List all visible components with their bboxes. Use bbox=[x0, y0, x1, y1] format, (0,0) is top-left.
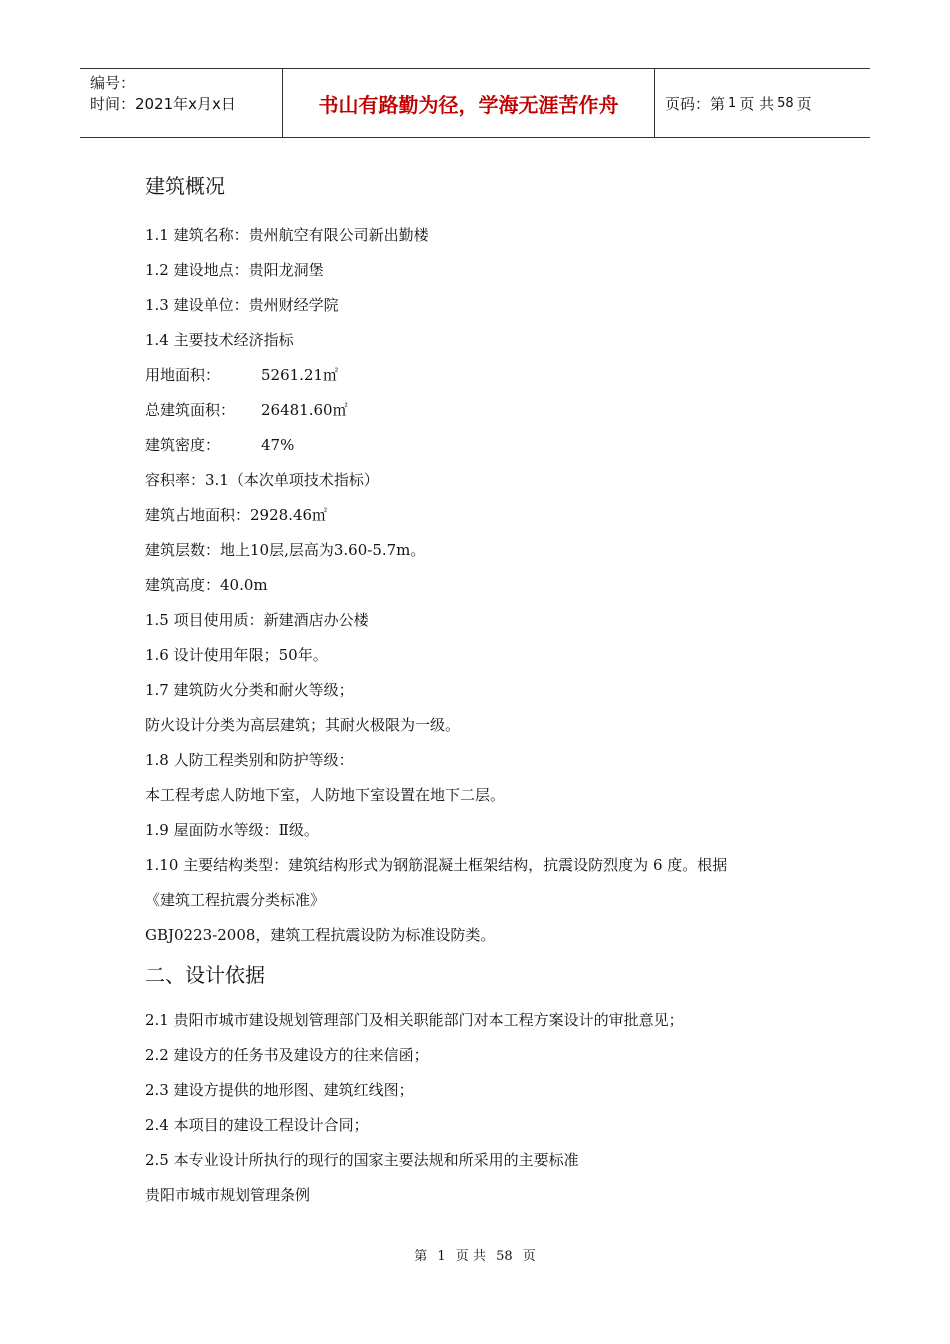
document-body bbox=[145, 168, 865, 1213]
paragraph: 1.9 屋面防水等级：Ⅱ级。 bbox=[145, 821, 319, 839]
footer-suffix: 页 bbox=[522, 1249, 536, 1264]
paragraph: GBJ0223-2008，建筑工程抗震设防为标准设防类。 bbox=[145, 926, 496, 944]
page-suffix: 页 bbox=[796, 94, 812, 113]
paragraph: 2.4 本项目的建设工程设计合同； bbox=[145, 1116, 369, 1134]
header-page-indicator bbox=[655, 69, 870, 137]
paragraph: 贵阳市城市规划管理条例 bbox=[145, 1186, 311, 1204]
paragraph: 本工程考虑人防地下室，人防地下室设置在地下二层。 bbox=[145, 786, 506, 804]
paragraph: 1.2 建设地点：贵阳龙洞堡 bbox=[145, 261, 324, 279]
paragraph: 建筑占地面积：2928.46㎡ bbox=[145, 506, 328, 524]
paragraph: 1.7 建筑防火分类和耐火等级； bbox=[145, 681, 354, 699]
indicator-label: 建筑密度： bbox=[145, 436, 221, 454]
header-motto: 书山有路勤为径，学海无涯苦作舟 bbox=[282, 69, 655, 137]
paragraph: 2.3 建设方提供的地形图、建筑红线图； bbox=[145, 1081, 414, 1099]
paragraph: 1.6 设计使用年限；50年。 bbox=[145, 646, 328, 664]
paragraph: 2.5 本专业设计所执行的现行的国家主要法规和所采用的主要标准 bbox=[145, 1151, 579, 1169]
paragraph: 建筑高度：40.0m bbox=[145, 576, 268, 594]
page-number: 1 bbox=[728, 95, 737, 111]
indicator-row bbox=[145, 358, 865, 393]
document-time: 时间：2021年x月x日 bbox=[90, 95, 236, 113]
section-heading-design-basis: 二、设计依据 bbox=[145, 963, 265, 987]
indicator-value: 26481.60㎡ bbox=[261, 401, 348, 419]
paragraph: 1.1 建筑名称：贵州航空有限公司新出勤楼 bbox=[145, 226, 429, 244]
paragraph: 1.4 主要技术经济指标 bbox=[145, 331, 294, 349]
page-footer bbox=[0, 1245, 950, 1264]
page-prefix: 页码：第 bbox=[665, 94, 726, 113]
page-header bbox=[80, 68, 870, 138]
section-heading-overview: 建筑概况 bbox=[145, 174, 225, 198]
paragraph: 《建筑工程抗震分类标准》 bbox=[145, 891, 326, 909]
paragraph: 2.1 贵阳市城市建设规划管理部门及相关职能部门对本工程方案设计的审批意见； bbox=[145, 1011, 684, 1029]
page-total: 58 bbox=[777, 95, 794, 111]
paragraph: 容积率：3.1（本次单项技术指标） bbox=[145, 471, 379, 489]
header-meta bbox=[80, 69, 282, 137]
paragraph: 防火设计分类为高层建筑；其耐火极限为一级。 bbox=[145, 716, 461, 734]
indicator-label: 总建筑面积： bbox=[145, 401, 236, 419]
footer-mid: 页 共 bbox=[455, 1249, 486, 1264]
paragraph: 1.10 主要结构类型：建筑结构形式为钢筋混凝土框架结构，抗震设防烈度为 6 度。根据 bbox=[145, 856, 728, 874]
paragraph: 1.3 建设单位：贵州财经学院 bbox=[145, 296, 339, 314]
footer-prefix: 第 bbox=[414, 1249, 428, 1264]
indicator-row bbox=[145, 393, 865, 428]
indicator-row bbox=[145, 428, 865, 463]
paragraph: 1.5 项目使用质：新建酒店办公楼 bbox=[145, 611, 369, 629]
footer-page-total: 58 bbox=[496, 1249, 513, 1264]
paragraph: 2.2 建设方的任务书及建设方的往来信函； bbox=[145, 1046, 429, 1064]
paragraph: 1.8 人防工程类别和防护等级： bbox=[145, 751, 354, 769]
indicator-label: 用地面积： bbox=[145, 366, 221, 384]
paragraph: 建筑层数：地上10层,层高为3.60-5.7m。 bbox=[145, 541, 426, 559]
footer-page-number: 1 bbox=[437, 1249, 446, 1264]
indicator-value: 47% bbox=[261, 436, 295, 454]
page-mid: 页 共 bbox=[739, 94, 775, 113]
indicator-value: 5261.21㎡ bbox=[261, 366, 339, 384]
document-number-label: 编号： bbox=[90, 74, 136, 92]
